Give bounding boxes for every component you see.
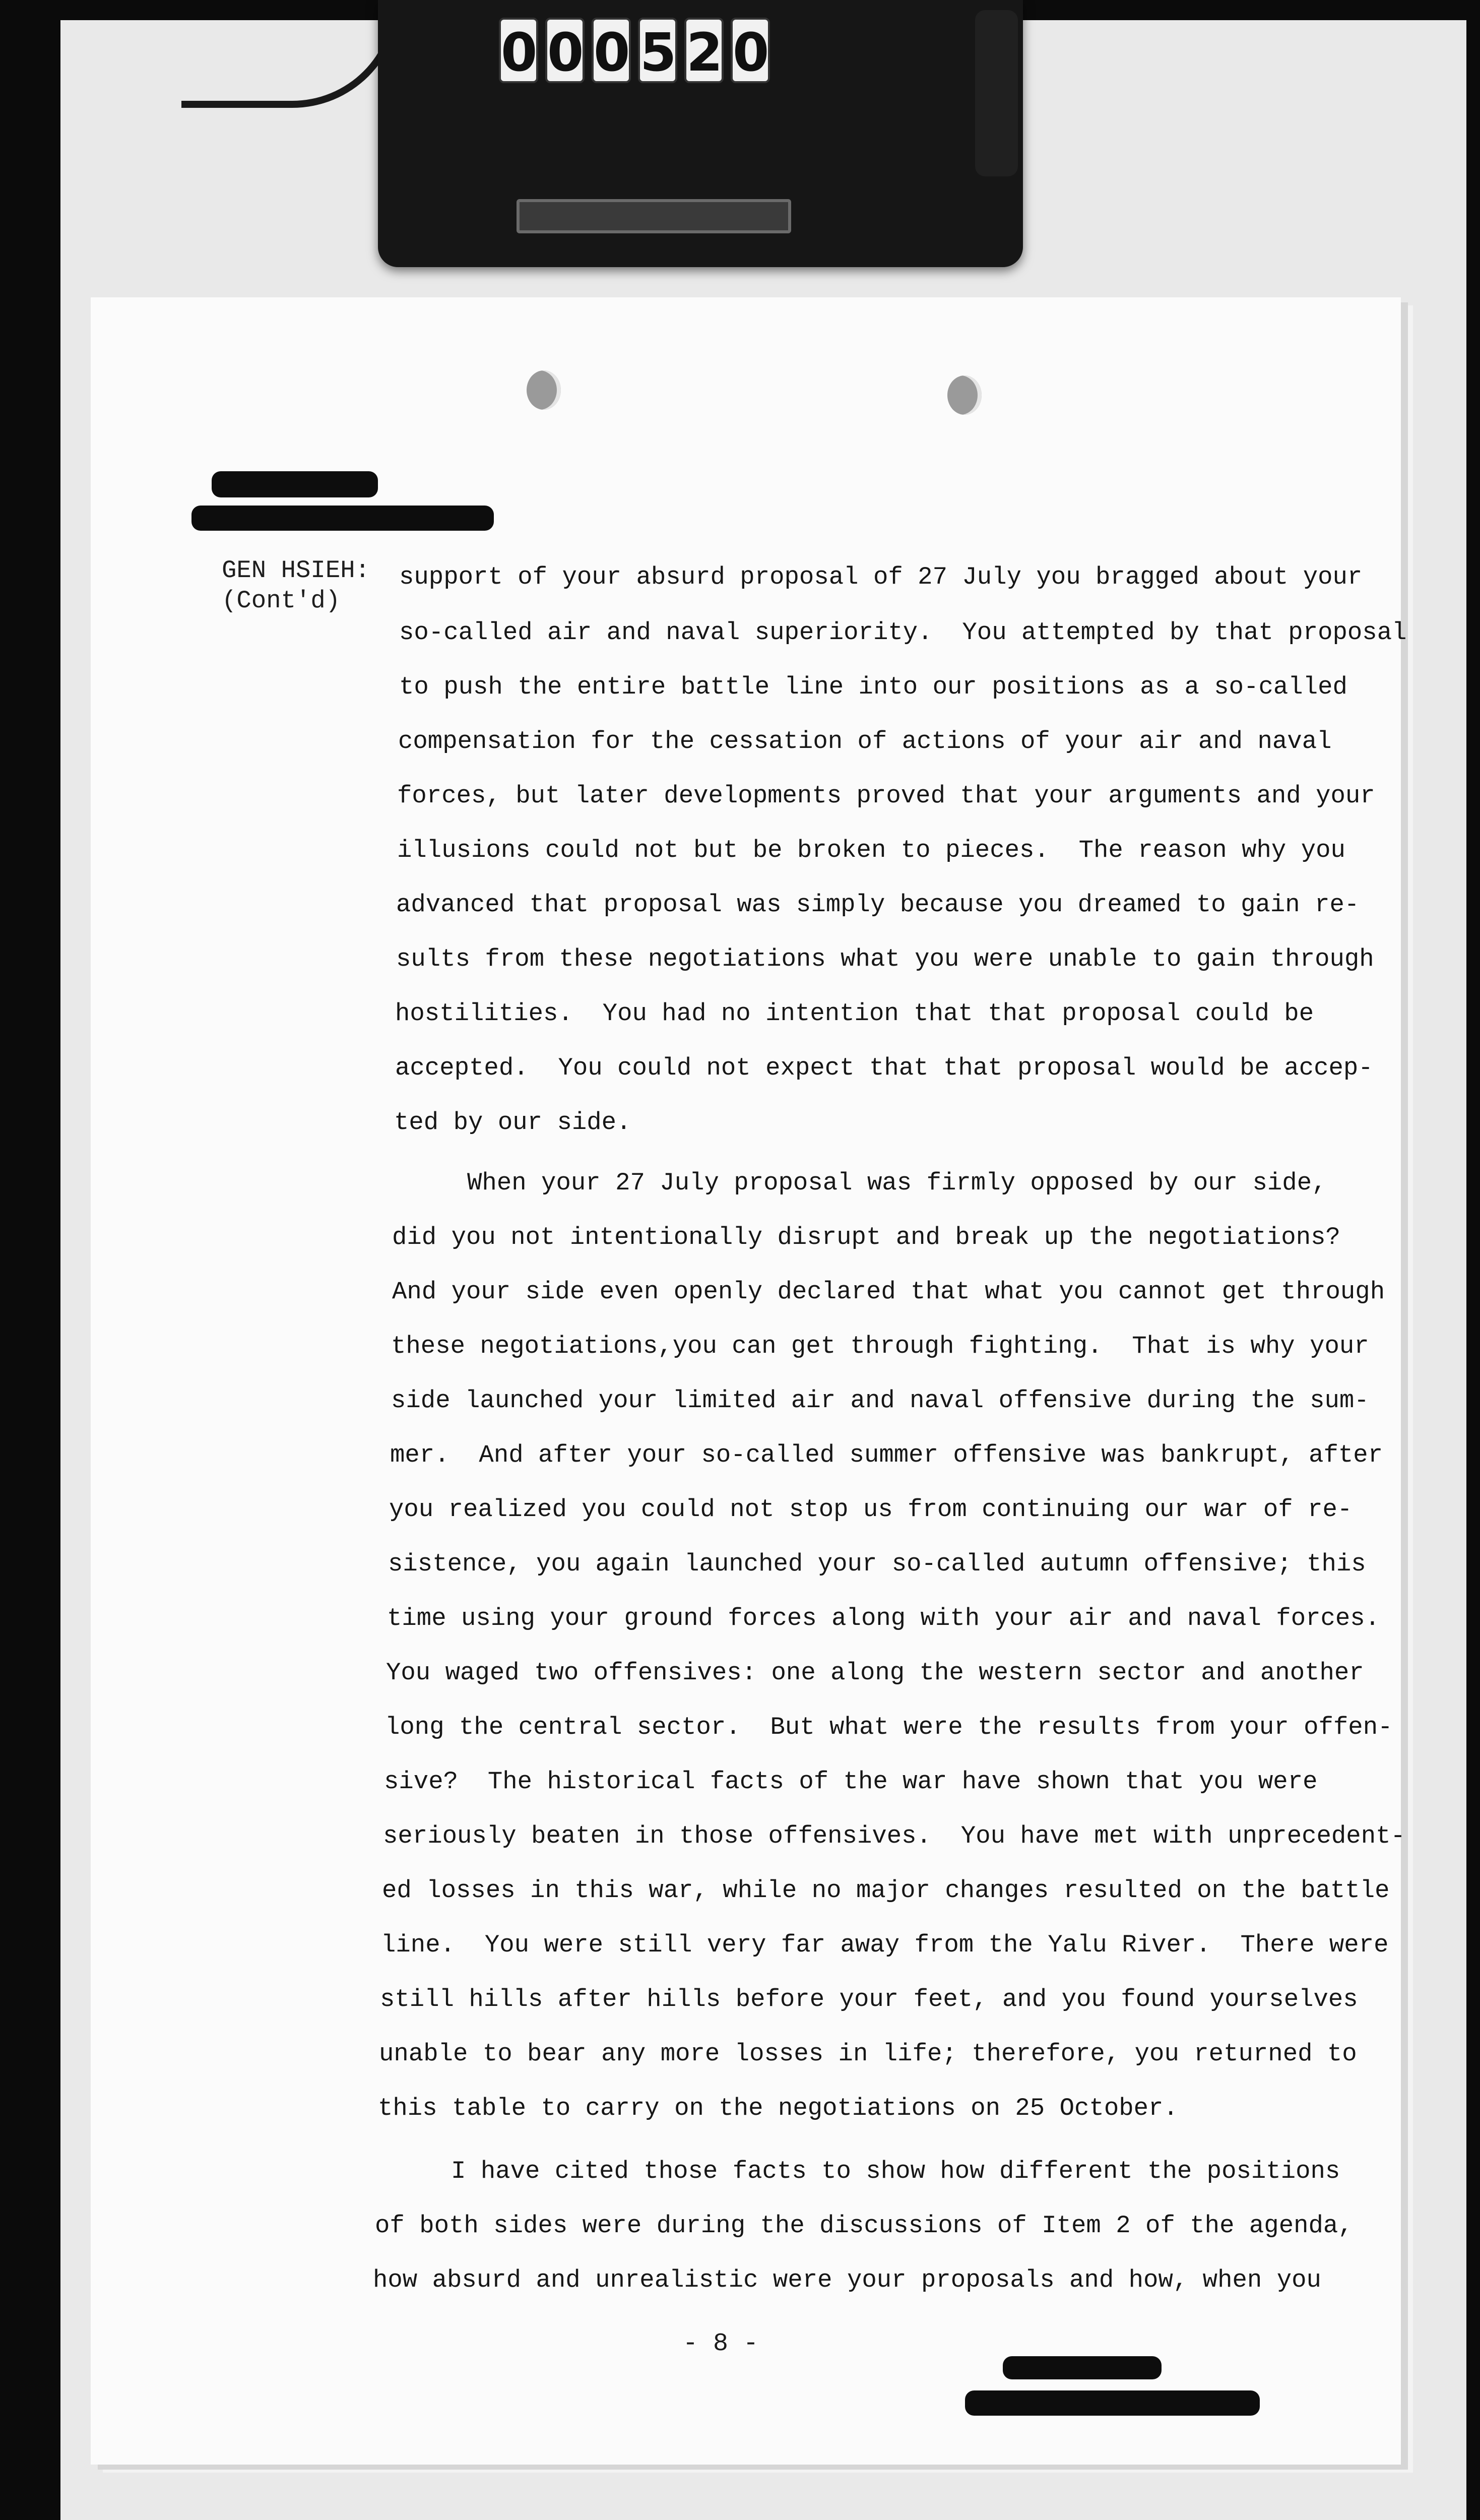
text-line: ted by our side. [394,1108,631,1137]
text-line: these negotiations,you can get through fighting. That is why your [391,1332,1369,1360]
counter-digit: 0 [731,18,770,83]
counter-digit: 0 [499,18,538,83]
punch-hole [527,370,561,410]
text-line: And your side even openly declared that what you cannot get through [392,1278,1385,1306]
counter-plate [517,199,791,233]
text-line: so-called air and naval superiority. You attempted by that proposal [399,618,1407,647]
text-line: sults from these negotiations what you were unable to gain through [396,945,1374,973]
counter-knob [975,10,1018,176]
speaker-continued: (Cont'd) [222,587,341,615]
text-line: line. You were still very far away from the Yalu River. There were [381,1931,1389,1959]
text-line: ed losses in this war, while no major changes resulted on the battle [382,1876,1390,1905]
text-line: When your 27 July proposal was firmly opposed by our side, [393,1169,1327,1197]
text-line: how absurd and unrealistic were your proposals and how, when you [373,2266,1321,2294]
text-line: compensation for the cessation of actions of your air and naval [398,727,1332,755]
text-line: long the central sector. But what were the results from your offen- [385,1713,1393,1741]
counter-digit: 2 [684,18,724,83]
speaker-label [222,555,370,616]
text-line: this table to carry on the negotiations on 25 October. [378,2094,1178,2122]
text-line: time using your ground forces along with your air and naval forces. [387,1604,1380,1632]
speaker-name: GEN HSIEH: [222,556,370,585]
text-line: support of your absurd proposal of 27 July you bragged about your [399,563,1363,591]
page-number: - 8 - [683,2329,759,2358]
frame-counter [499,18,770,83]
text-line: you realized you could not stop us from continuing our war of re- [389,1495,1353,1524]
text-line: I have cited those facts to show how different the positions [377,2157,1340,2185]
text-line: advanced that proposal was simply because you dreamed to gain re- [396,891,1360,919]
redaction-bar [212,471,378,497]
redaction-bar [1003,2356,1162,2379]
redaction-bar [191,506,494,531]
text-line: illusions could not but be broken to pieces. The reason why you [397,836,1345,864]
punch-hole [947,375,982,415]
text-line: forces, but later developments proved that your arguments and your [397,782,1375,810]
text-line: seriously beaten in those offensives. You have met with unprecedent- [383,1822,1405,1850]
text-line: still hills after hills before your feet, and you found yourselves [380,1985,1358,2013]
text-line: sive? The historical facts of the war have shown that you were [384,1768,1318,1796]
text-line: hostilities. You had no intention that that proposal could be [395,999,1314,1028]
text-line: of both sides were during the discussions of Item 2 of the agenda, [375,2212,1353,2240]
text-line: unable to bear any more losses in life; therefore, you returned to [379,2040,1357,2068]
redaction-bar [965,2390,1260,2416]
text-line: did you not intentionally disrupt and break up the negotiations? [392,1223,1340,1251]
text-line: sistence, you again launched your so-called autumn offensive; this [388,1550,1366,1578]
text-line: You waged two offensives: one along the western sector and another [386,1659,1364,1687]
text-line: to push the entire battle line into our positions as a so-called [399,673,1347,701]
counter-digit: 0 [545,18,585,83]
text-line: accepted. You could not expect that that proposal would be accep- [395,1054,1373,1082]
text-line: side launched your limited air and naval offensive during the sum- [391,1387,1369,1415]
counter-digit: 5 [638,18,677,83]
text-line: mer. And after your so-called summer offensive was bankrupt, after [390,1441,1383,1469]
counter-digit: 0 [592,18,631,83]
